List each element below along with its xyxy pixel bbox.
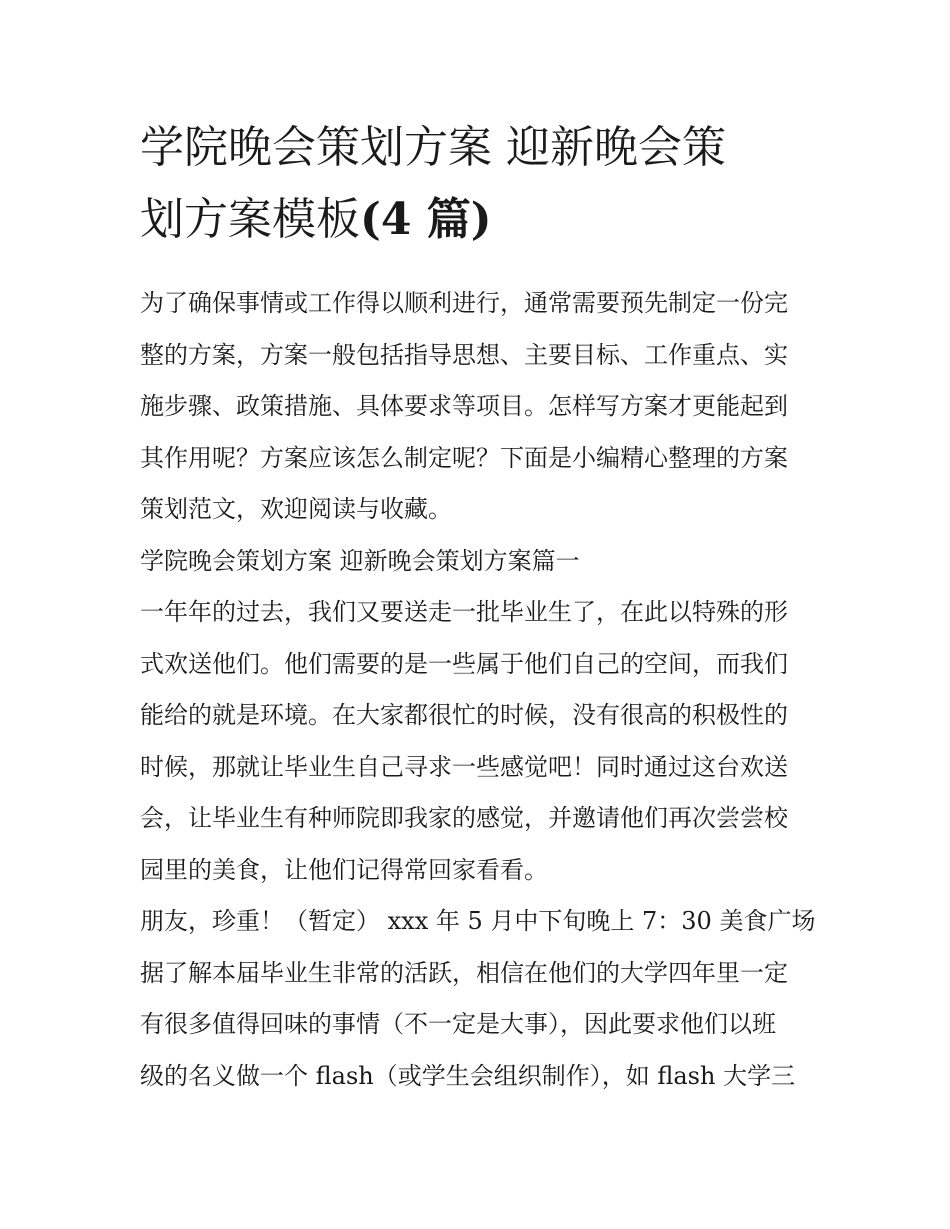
intro-line: 策划范文，欢迎阅读与收藏。 [140, 495, 452, 523]
paragraph-3-line: 有很多值得回味的事情（不一定是大事），因此要求他们以班 [140, 1010, 776, 1038]
paragraph-1-line: 式欢送他们。他们需要的是一些属于他们自己的空间，而我们 [140, 649, 788, 678]
paragraph-3-line: 级的名义做一个 flash（或学生会组织制作），如 flash 大学三 [140, 1061, 796, 1090]
paragraph-1-line: 会，让毕业生有种师院即我家的感觉，并邀请他们再次尝尝校 [140, 804, 788, 832]
title-line-1: 学院晚会策划方案 迎新晚会策 [140, 122, 726, 173]
paragraph-1-line: 一年年的过去，我们又要送走一批毕业生了，在此以特殊的形 [140, 598, 788, 626]
paragraph-2-line: 朋友，珍重！（暂定） xxx 年 5 月中下旬晚上 7：30 美食广场 [140, 907, 816, 935]
document-page [140, 112, 816, 1102]
section-heading [140, 536, 812, 588]
intro-line: 其作用呢？方案应该怎么制定呢？下面是小编精心整理的方案 [140, 443, 788, 472]
intro-line: 施步骤、政策措施、具体要求等项目。怎样写方案才更能起到 [140, 392, 788, 420]
title-line-2-text: 划方案模板 [140, 194, 360, 245]
paragraph-1-line: 时候，那就让毕业生自己寻求一些感觉吧！同时通过这台欢送 [140, 752, 788, 781]
paragraph-2 [140, 896, 816, 948]
paragraph-3-line: 据了解本届毕业生非常的活跃，相信在他们的大学四年里一定 [140, 958, 788, 987]
intro-paragraph [140, 278, 812, 536]
paragraph-3 [140, 948, 812, 1103]
paragraph-1-line: 能给的就是环境。在大家都很忙的时候，没有很高的积极性的 [140, 701, 788, 729]
intro-line: 整的方案，方案一般包括指导思想、主要目标、工作重点、实 [140, 340, 788, 369]
title-line-2 [140, 184, 812, 256]
section-heading-text: 学院晚会策划方案 迎新晚会策划方案篇一 [140, 546, 580, 575]
title-count: (4 篇) [360, 194, 492, 245]
paragraph-1-line: 园里的美食，让他们记得常回家看看。 [140, 855, 548, 884]
paragraph-1 [140, 587, 812, 896]
document-body [140, 278, 816, 1102]
document-title [140, 112, 812, 256]
intro-line: 为了确保事情或工作得以顺利进行，通常需要预先制定一份完 [140, 289, 788, 317]
